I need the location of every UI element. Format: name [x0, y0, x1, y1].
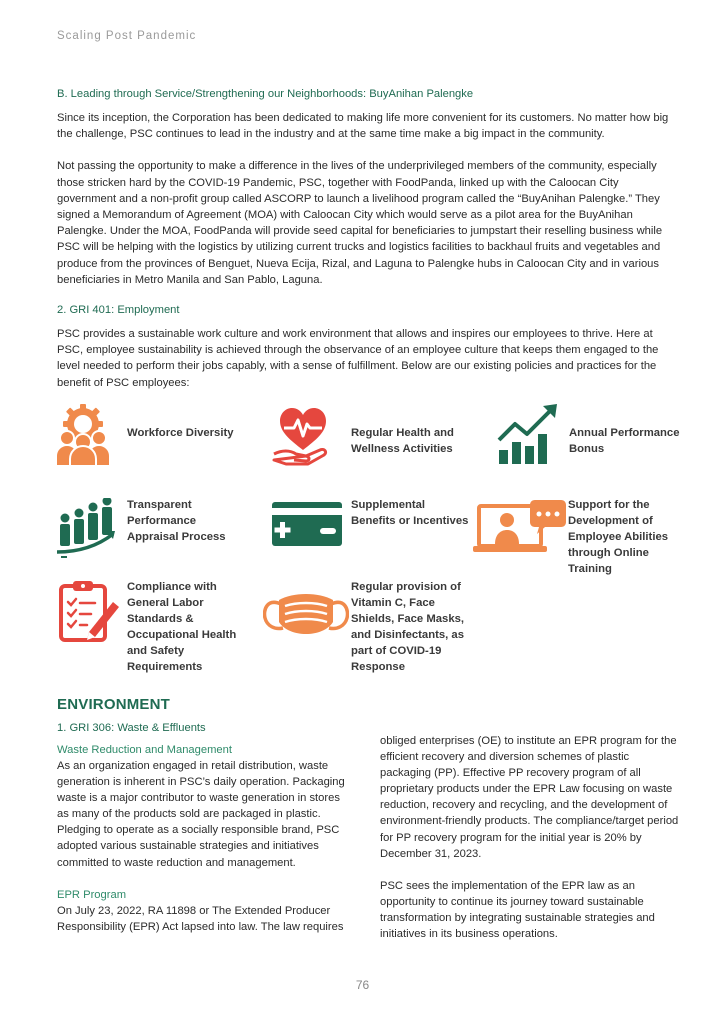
benefit-label: Regular provision of Vitamin C, Face Shields, Face Masks, and Disinfectants, as part of COVID-19 Response	[351, 581, 465, 673]
environment-left-column	[57, 722, 347, 935]
epr-continuation-paragraph: obliged enterprises (OE) to institute an EPR program for the efficient recovery and diversion schemes of plastic packaging (PP). Effective PP recovery program of all proprietary products under the EPR Law focusing on waste reduction, recovery and recycling, and the development of environment-friendly products. The compliance/target period for PP recovery program for the initial year is 20% by December 31, 2023.	[380, 735, 679, 860]
benefit-label: Transparent Performance Appraisal Process	[127, 499, 226, 543]
gri306-title: 1. GRI 306: Waste & Effluents	[57, 722, 206, 734]
benefit-label: Regular Health and Wellness Activities	[351, 427, 454, 455]
gri401-intro: PSC provides a sustainable work culture and work environment that allows and inspires our employees to thrive. Here at PSC, employee sustainability is achieved through the observance of an employee culture that keeps them engaged to the level needed to perform their jobs capably, with a sense of fulfillment. Below are our existing policies and practices for the benefit of PSC employees:	[57, 328, 659, 389]
waste-paragraph: As an organization engaged in retail distribution, waste generation is inherent in PSC’s daily operation. Packaging waste is a major contributor to waste generation in stores as many of the products sold are packaged in plastic. Pledging to operate as a socially responsible brand, PSC adopted various sustainable strategies and initiatives committed to waste reduction and management.	[57, 760, 345, 869]
page-number: 76	[355, 978, 370, 992]
benefit-label: Workforce Diversity	[127, 427, 234, 439]
face-mask-icon	[263, 588, 349, 650]
environment-right-column	[380, 733, 680, 942]
growth-chart-icon	[497, 404, 559, 466]
benefit-label: Support for the Development of Employee Abilities through Online Training	[568, 499, 669, 575]
online-training-icon	[473, 498, 567, 560]
benefit-label: Annual Performance Bonus	[569, 427, 680, 455]
epr-heading: EPR Program	[57, 888, 127, 901]
environment-title: ENVIRONMENT	[57, 696, 171, 713]
main-content	[57, 88, 669, 405]
benefit-label: Supplemental Benefits or Incentives	[351, 499, 469, 527]
people-growth-icon	[55, 498, 117, 560]
checklist-clipboard-icon	[59, 580, 121, 642]
epr-paragraph: On July 23, 2022, RA 11898 or The Extended Producer Responsibility (EPR) Act lapsed into law. The law requires	[57, 904, 344, 933]
health-card-icon	[272, 498, 342, 560]
gri401-title: 2. GRI 401: Employment	[57, 304, 180, 317]
section-b-paragraph-2: Not passing the opportunity to make a difference in the lives of the underprivileged members of the community, especially those stricken hard by the COVID-19 Pandemic, PSC, together with FoodPanda, linked up with the Caloocan City government and a non-profit group called ASCORP to launch a livelihood program called the “BuyAnihan Palengke.” They signed a Memorandum of Agreement (MOA) with Caloocan City which would serve as a pilot area for the BuyAnihan Palengke. Under the MOA, FoodPanda will provide seed capital for beneficiaries to jumpstart their reselling business while PSC will be helping with the logistics by utilizing current trucks and logistics facilities to backhaul fruits and vegetables and produce from the provinces of Benguet, Nueva Ecija, Rizal, and Laguna to Palengke hubs in Caloocan City and in various beneficiaries in Metro Manila and San Pablo, Laguna.	[57, 160, 663, 286]
running-title: Scaling Post Pandemic	[57, 30, 197, 42]
psc-epr-paragraph: PSC sees the implementation of the EPR law as an opportunity to continue its journey toward sustainable transformation by integrating sustainable strategies and initiatives in its business operations.	[380, 879, 655, 941]
section-b-title: B. Leading through Service/Strengthening our Neighborhoods: BuyAnihan Palengke	[57, 88, 474, 100]
section-b-paragraph-1: Since its inception, the Corporation has been dedicated to making life more convenient for its customers. No matter how big the challenge, PSC continues to lead in the industry and at the same time make a big impact in the community.	[57, 112, 669, 141]
benefit-label: Compliance with General Labor Standards & Occupational Health and Safety Requirements	[127, 581, 237, 673]
waste-heading: Waste Reduction and Management	[57, 744, 232, 756]
people-gear-icon	[55, 404, 117, 466]
heart-hand-icon	[272, 404, 334, 466]
employee-benefits-grid	[55, 404, 685, 682]
